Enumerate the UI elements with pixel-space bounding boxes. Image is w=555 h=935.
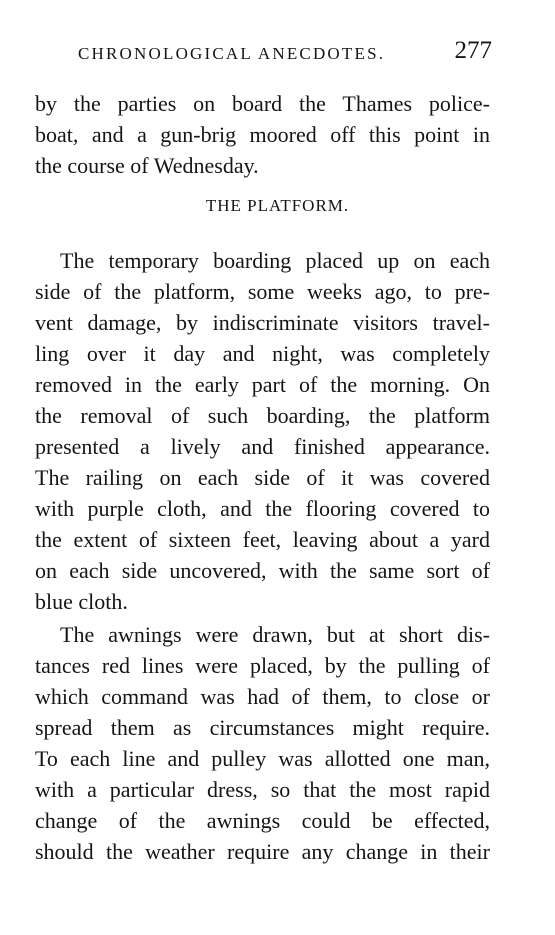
text-line: vent damage, by indiscriminate visitors travel- <box>35 310 490 335</box>
text-line: should the weather require any change in their <box>35 839 490 864</box>
page-number: 277 <box>454 37 492 64</box>
text-line: The temporary boarding placed up on each <box>60 248 490 273</box>
text-line: with purple cloth, and the flooring covered to <box>35 496 490 521</box>
text-line: the course of Wednesday. <box>35 153 259 178</box>
text-line: ling over it day and night, was completely <box>35 341 490 366</box>
text-line: tances red lines were placed, by the pulling of <box>35 653 490 678</box>
text-line: change of the awnings could be effected, <box>35 808 490 833</box>
text-line: removed in the early part of the morning. On <box>35 372 490 397</box>
text-line: the extent of sixteen feet, leaving about a yard <box>35 527 490 552</box>
text-line: The railing on each side of it was covered <box>35 465 490 490</box>
text-line: To each line and pulley was allotted one man, <box>35 746 490 771</box>
text-line: The awnings were drawn, but at short dis- <box>60 622 490 647</box>
running-head: CHRONOLOGICAL ANECDOTES. <box>78 44 386 63</box>
text-line: on each side uncovered, with the same sort of <box>35 558 490 583</box>
text-line: the removal of such boarding, the platform <box>35 403 490 428</box>
section-title: THE PLATFORM. <box>205 196 350 215</box>
text-line: presented a lively and finished appearance. <box>35 434 490 459</box>
text-line: which command was had of them, to close or <box>35 684 490 709</box>
text-line: with a particular dress, so that the most rapid <box>35 777 490 802</box>
text-line: boat, and a gun-brig moored off this point in <box>35 122 490 147</box>
text-line: spread them as circumstances might require. <box>35 715 490 740</box>
text-line: blue cloth. <box>35 589 128 614</box>
text-line: by the parties on board the Thames police- <box>35 91 490 116</box>
page-header <box>78 36 492 66</box>
text-line: side of the platform, some weeks ago, to pre- <box>35 279 490 304</box>
